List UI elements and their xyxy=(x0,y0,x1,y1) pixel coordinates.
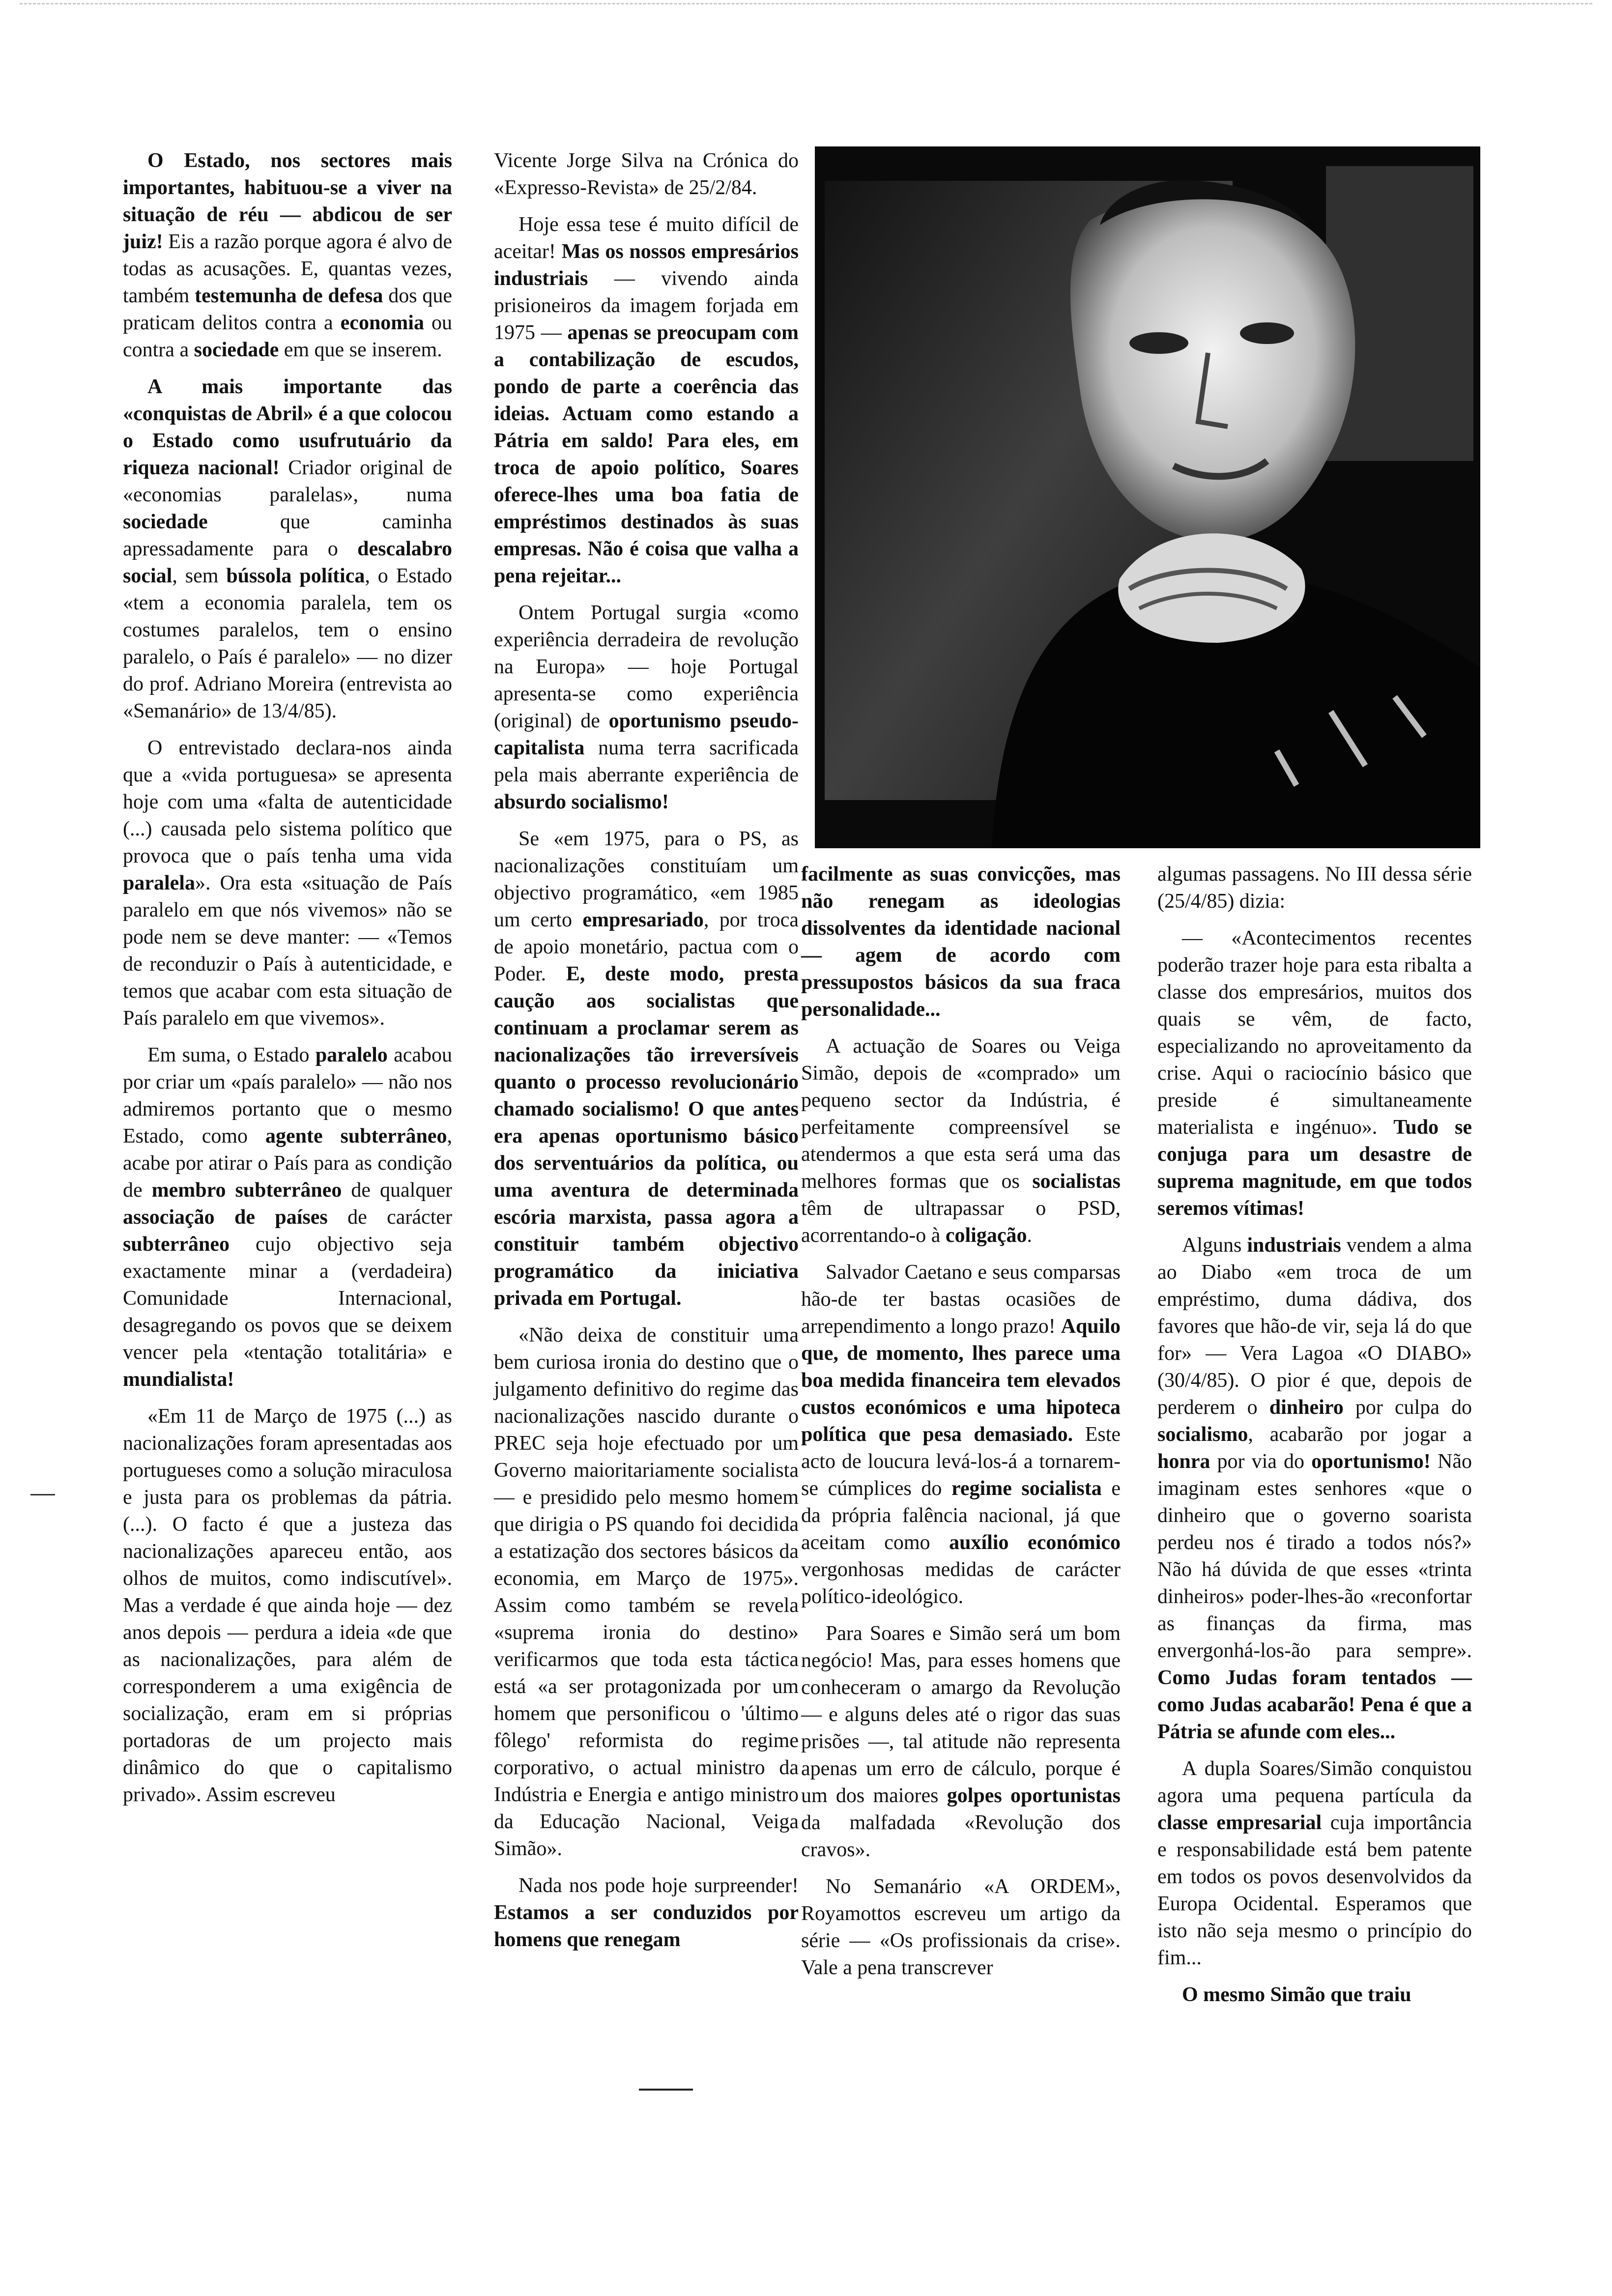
top-dashed-rule xyxy=(20,3,1592,4)
paragraph: — «Acontecimentos recentes poderão trazer hoje para esta ribalta a classe dos empresários, muitos dos quais se vêm, de facto, especializando no aproveitamento da crise. Aqui o raciocínio básico que preside é simultaneamente materialista e ingénuo». Tudo se conjuga para um desastre de suprema magnitude, em que todos seremos vítimas! xyxy=(1157,927,1472,1220)
paragraph: O entrevistado declara-nos ainda que a «vida portuguesa» se apresenta hoje com uma «falta de autenticidade (...) causada pelo sistema político que provoca que o país tenha uma vida paralela». Ora esta «situação de País paralelo em que nós vivemos» não se pode nem se deve manter: — «Temos de reconduzir o País à autenticidade, e temos que acabar com esta situação de País paralelo em que vivemos». xyxy=(123,737,452,1030)
paragraph: No Semanário «A ORDEM», Royamottos escreveu um artigo da série — «Os profissionais da crise». Vale a pena transcrever xyxy=(801,1875,1121,1979)
portrait-photo-graphic xyxy=(815,146,1480,848)
paragraph: Em suma, o Estado paralelo acabou por criar um «país paralelo» — não nos admiremos portanto que o mesmo Estado, como agente subterrâneo, acabe por atirar o País para as condição de membro subterrâneo de qualquer associação de países de carácter subterrâneo cujo objectivo seja exactamente minar a (verdadeira) Comunidade Internacional, desagregando os povos que se deixem vencer pela «tentação totalitária» e mundialista! xyxy=(123,1044,452,1391)
paragraph: A actuação de Soares ou Veiga Simão, depois de «comprado» um pequeno sector da Indústria, é perfeitamente compreensível se atendermos a que esta será uma das melhores formas que os socialistas têm de ultrapassar o PSD, acorrentando-o à coligação. xyxy=(801,1035,1121,1247)
paragraph: Hoje essa tese é muito difícil de aceitar! Mas os nossos empresários industriais — vivendo ainda prisioneiros da imagem forjada em 1975 — apenas se preocupam com a contabilização de escudos, pondo de parte a coerência das ideias. Actuam como estando a Pátria em saldo! Para eles, em troca de apoio político, Soares oferece-lhes uma boa fatia de empréstimos destinados às suas empresas. Não é coisa que valha a pena rejeitar... xyxy=(494,213,799,587)
paragraph: Salvador Caetano e seus comparsas hão-de ter bastas ocasiões de arrependimento a longo prazo! Aquilo que, de momento, lhes parece uma boa medida financeira tem elevados custos económicos e uma hipoteca política que pesa demasiado. Este acto de loucura levá-los-á a tornarem-se cúmplices do regime socialista e da própria falência nacional, já que aceitam como auxílio económico vergonhosas medidas de carácter político-ideológico. xyxy=(801,1261,1121,1608)
paragraph: O mesmo Simão que traiu xyxy=(1182,1983,1411,2006)
article-column-2 xyxy=(494,147,799,1963)
paragraph: algumas passagens. No III dessa série (25/4/85) dizia: xyxy=(1157,863,1472,913)
paragraph: A dupla Soares/Simão conquistou agora uma pequena partícula da classe empresarial cuja importância e responsabilidade está bem patente em todos os povos desenvolvidos da Europa Ocidental. Esperamos que isto não seja mesmo o princípio do fim... xyxy=(1157,1757,1472,1969)
paragraph: Vicente Jorge Silva na Crónica do «Expresso-Revista» de 25/2/84. xyxy=(494,149,799,199)
article-column-4 xyxy=(1157,861,1472,2018)
paragraph: Se «em 1975, para o PS, as nacionalizações constituíam um objectivo programático, «em 1985 um certo empresariado, por troca de apoio monetário, pactua com o Poder. E, deste modo, presta caução aos socialistas que continuam a proclamar serem as nacionalizações tão irreversíveis quanto o processo revolucionário chamado socialismo! O que antes era apenas oportunismo básico dos serventuários da política, ou uma aventura de determinada escória marxista, passa agora a constituir também objectivo programático da iniciativa privada em Portugal. xyxy=(494,828,799,1310)
margin-mark xyxy=(30,1494,55,1495)
article-column-1 xyxy=(123,147,452,1818)
portrait-photo xyxy=(815,146,1480,848)
paragraph: Ontem Portugal surgia «como experiência derradeira de revolução na Europa» — hoje Portugal apresenta-se como experiência (original) de oportunismo pseudo-capitalista numa terra sacrificada pela mais aberrante experiência de absurdo socialismo! xyxy=(494,602,799,813)
paragraph: Nada nos pode hoje surpreender! Estamos a ser conduzidos por homens que renegam xyxy=(494,1874,799,1951)
paragraph: «Não deixa de constituir uma bem curiosa ironia do destino que o julgamento definitivo do regime das nacionalizações nascido durante o PREC seja hoje efectuado por um Governo maioritariamente socialista — e presidido pelo mesmo homem que dirigia o PS quando foi decidida a estatização dos sectores básicos da economia, em Março de 1975». Assim como também se revela «suprema ironia do destino» verificarmos que toda esta táctica está «a ser protagonizada por um homem que personificou o 'último fôlego' reformista do regime corporativo, o actual ministro da Indústria e Energia e antigo ministro da Educação Nacional, Veiga Simão». xyxy=(494,1324,799,1860)
paragraph: Para Soares e Simão será um bom negócio! Mas, para esses homens que conheceram o amargo da Revolução — e alguns deles até o rigor das suas prisões —, tal atitude não representa apenas um erro de cálculo, porque é um dos maiores golpes oportunistas da malfadada «Revolução dos cravos». xyxy=(801,1622,1121,1861)
paragraph: «Em 11 de Março de 1975 (...) as nacionalizações foram apresentadas aos portugueses como a solução miraculosa e justa para os problemas da pátria. (...). O facto é que a justeza das nacionalizações apareceu então, aos olhos de muitos, como indiscutível». Mas a verdade é que ainda hoje — dez anos depois — perdura a ideia «de que as nacionalizações, para além de corresponderem a uma exigência de socialização, eram em si próprias portadoras de um projecto mais dinâmico do que o capitalismo privado». Assim escreveu xyxy=(123,1405,452,1806)
paragraph: Alguns industriais vendem a alma ao Diabo «em troca de um empréstimo, duma dádiva, dos favores que hão-de vir, seja lá do que for» — Vera Lagoa «O DIABO» (30/4/85). O pior é que, depois de perderem o dinheiro por culpa do socialismo, acabarão por jogar a honra por via do oportunismo! Não imaginam estes senhores «que o dinheiro que o governo soarista perdeu nos é tirado a todos nós?» Não há dúvida de que esses «trinta dinheiros» poder-lhes-ão «reconfortar as finanças da firma, mas envergonhá-los-ão para sempre». Como Judas foram tentados — como Judas acabarão! Pena é que a Pátria se afunde com eles... xyxy=(1157,1234,1472,1743)
paragraph: A mais importante das «conquistas de Abril» é a que colocou o Estado como usufrutuário da riqueza nacional! Criador original de «economias paralelas», numa sociedade que caminha apressadamente para o descalabro social, sem bússola política, o Estado «tem a economia paralela, tem os costumes paralelos, tem o ensino paralelo, o País é paralelo» — no dizer do prof. Adriano Moreira (entrevista ao «Semanário» de 13/4/85). xyxy=(123,375,453,722)
paragraph: O Estado, nos sectores mais importantes, habituou-se a viver na situação de réu — abdicou de ser juiz! Eis a razão porque agora é alvo de todas as acusações. E, quantas vezes, também testemunha de defesa dos que praticam delitos contra a economia ou contra a sociedade em que se inserem. xyxy=(123,149,452,361)
end-rule xyxy=(639,2089,693,2091)
article-column-3 xyxy=(801,861,1121,1991)
paragraph: facilmente as suas convicções, mas não renegam as ideologias dissolventes da identidade nacional — agem de acordo com pressupostos básicos da sua fraca personalidade... xyxy=(801,863,1121,1021)
